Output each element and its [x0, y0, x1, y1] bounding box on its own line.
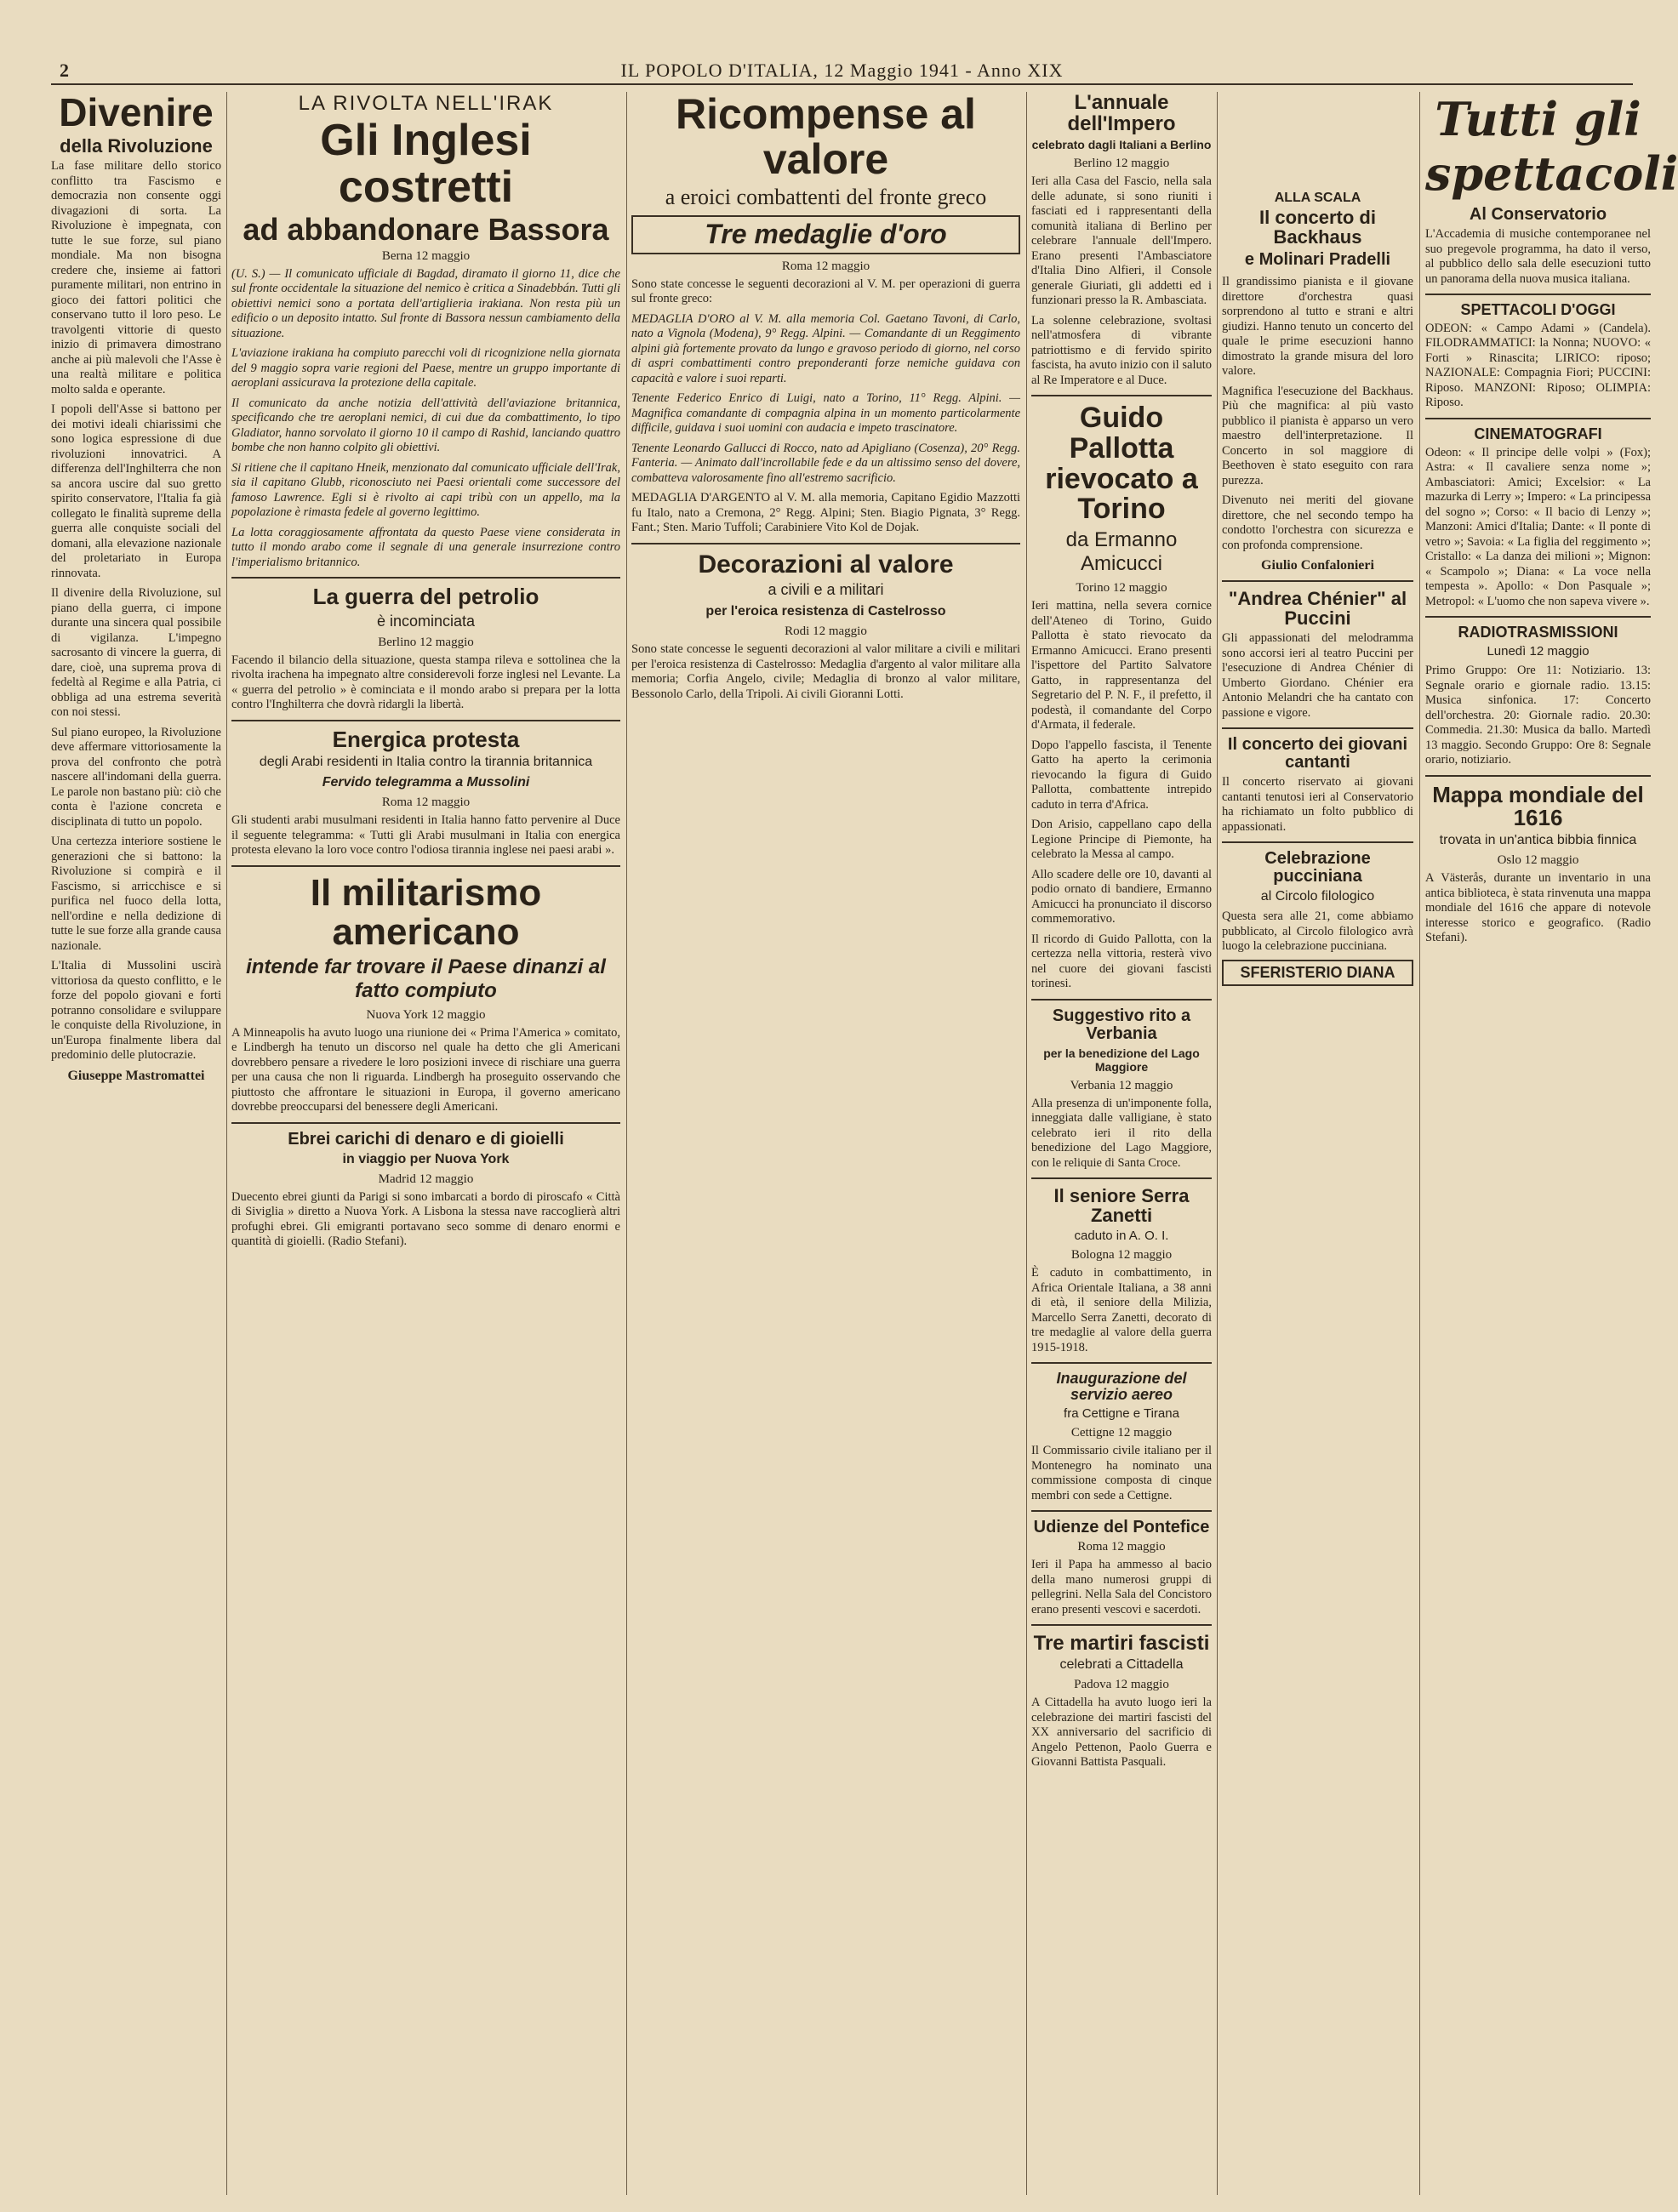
divider — [1031, 1510, 1212, 1512]
paragraph: Primo Gruppo: Ore 11: Notiziario. 13: Segnale orario e giornale radio. 13.15: Musica sinfonica. 17: Concerto dell'orchestra. 20: Giornale radio. 20.30: Commedia. 21.30: Musica da ballo. Martedì 13 maggio. Secondo Gruppo: Ore 8: Segnale orario, notiziario. — [1425, 664, 1651, 767]
column-rule — [1026, 92, 1027, 2195]
subarticle-title: Decorazioni al valore — [698, 550, 954, 579]
page-number: 2 — [60, 60, 69, 81]
article-annuale-impero — [1031, 92, 1212, 2195]
paragraph: Divenuto nei meriti del giovane direttore, che nel secondo tempo ha condotto l'orchestra con sicurezza e con profonda comprensione. — [1222, 493, 1413, 552]
paragraph: I popoli dell'Asse si battono per dei motivi ideali chiarissimi che sono logica espressione di due rivoluzioni innovatrici. A differenza dell'Inghilterra che non sa ancora uscire dal suo gretto spirito conservatore, l'Italia fa già collegato le finalità supreme della guerra alle conquiste sociali del domani, alla elevazione nazionale del proletariato in Europa rinnovata. — [51, 402, 221, 580]
dateline: Padova 12 maggio — [1074, 1678, 1169, 1692]
column-rule — [626, 92, 627, 2195]
paragraph: Tenente Leonardo Gallucci di Rocco, nato ad Apigliano (Cosenza), 20° Regg. Fanteria. — Animato dall'incrollabile fede e da un altissimo senso del dovere, combatteva valorosamente fino all'estremo sacrificio. — [631, 441, 1020, 485]
divider — [631, 543, 1020, 544]
paragraph: La fase militare dello storico conflitto tra Fascismo e democrazia non consente oggi divagazioni di sorta. La Rivoluzione è impegnata, con tutte le sue forze, sul piano mondiale. Ma non bisogna credere che, insieme ai fattori puramente militari, non entrino in gioco dei fattori politici che conservano tutto il loro peso. Le travolgenti vittorie di questo inizio di primavera dimostrano anche ai più malevoli che l'Asse è una realtà militare e politica molto salda e operante. — [51, 159, 221, 396]
subarticle-subtitle: celebrati a Cittadella — [1059, 1657, 1184, 1673]
paragraph: Sono state concesse le seguenti decorazioni al V. M. per operazioni di guerra sul fronte greco: — [631, 276, 1020, 306]
dateline: Roma 12 maggio — [781, 259, 870, 273]
ad-title: SFERISTERIO DIANA — [1240, 963, 1395, 981]
article-subtitle: a eroici combattenti del fronte greco — [665, 185, 987, 209]
paragraph: Il Commissario civile italiano per il Montenegro ha nominato una commissione composta di cinque membri con sede a Cettigne. — [1031, 1444, 1212, 1502]
paragraph: Una certezza interiore sostiene le generazioni che si battono: la Rivoluzione si compirà e il Fascismo, si arricchisce e si purifica nel fuoco della lotta, nell'ordine e nella dedizione di tutte le sue forze alla grande causa nazionale. — [51, 835, 221, 953]
paragraph: L'Italia di Mussolini uscirà vittoriosa da questo conflitto, e le forze del popolo giovani e forti potranno consolidare e sviluppare le conquiste della Rivoluzione, in un'Europa finalmente libera dal predominio delle plutocrazie. — [51, 959, 221, 1063]
column-rule — [226, 92, 227, 2195]
signature: Giulio Confalonieri — [1261, 558, 1374, 573]
subarticle-tag: Fervido telegramma a Mussolini — [322, 775, 530, 790]
subarticle-title: Celebrazione pucciniana — [1264, 849, 1371, 887]
subarticle-title: Guido Pallotta rievocato a Torino — [1045, 402, 1198, 526]
paragraph: Questa sera alle 21, come abbiamo pubblicato, al Circolo filologico avrà luogo la celebrazione pucciniana. — [1222, 909, 1413, 954]
article-title: L'annuale dell'Impero — [1067, 91, 1176, 136]
article-kicker: LA RIVOLTA NELL'IRAK — [298, 92, 554, 115]
subarticle-title: Al Conservatorio — [1469, 205, 1607, 224]
subarticle-title: Il concerto dei giovani cantanti — [1227, 735, 1408, 772]
subarticle-title: RADIOTRASMISSIONI — [1458, 624, 1618, 641]
subarticle-subtitle: in viaggio per Nuova York — [342, 1151, 510, 1166]
subarticle-title: Il seniore Serra Zanetti — [1053, 1185, 1190, 1227]
divider — [1031, 1624, 1212, 1626]
subarticle-title: Inaugurazione del servizio aereo — [1056, 1370, 1187, 1404]
dateline: Torino 12 maggio — [1076, 581, 1167, 596]
divider — [1425, 775, 1651, 777]
paragraph: Magnifica l'esecuzione del Backhaus. Più che magnifica: al più vasto pubblico il pianista è apparso un vero maestro dell'interpretazione. Il Concerto in sol maggiore di Beethoven è stato eseguito con rara purezza. — [1222, 384, 1413, 487]
dateline: Berna 12 maggio — [381, 248, 471, 263]
paragraph: Il ricordo di Guido Pallotta, con la certezza nella vittoria, resterà vivo nel cuore dei giovani fascisti torinesi. — [1031, 932, 1212, 991]
subarticle-subtitle: a civili e a militari — [768, 581, 884, 599]
article-title: Gli Inglesi costretti — [320, 116, 532, 212]
article-title: Ricompense al valore — [676, 90, 976, 183]
dateline: Bologna 12 maggio — [1070, 1248, 1173, 1263]
paragraph: Facendo il bilancio della situazione, questa stampa rileva e sottolinea che la rivolta irachena ha impegnato altre considerevoli forze inglesi nel Levante. La « guerra del petrolio » è cominciata e il mondo arabo si prepara per la lotta contro l'Inghilterra che dovrà ridargli la libertà. — [231, 653, 620, 712]
subarticle-subtitle: al Circolo filologico — [1260, 889, 1375, 904]
dateline: Roma 12 maggio — [1077, 1540, 1166, 1554]
dateline: Verbania 12 maggio — [1070, 1078, 1173, 1092]
paragraph: La lotta coraggiosamente affrontata da questo Paese viene considerata in tutto il mondo arabo come il segnale di una generale insurrezione contro l'imperialismo britannico. — [231, 525, 620, 569]
paragraph: Odeon: « Il principe delle volpi » (Fox); Astra: « Il cavaliere senza nome »; Ambasciatori: Amici; Excelsior: « La mazurka di Lerry »; Impero: « La principessa del sogno »; Corso: « Il bacio di Lenzy »; Manzoni: Amici d'Italia; Dante: « Il ponte di vetro »; Savoia: « La figlia del reggimento »; Cristallo: « La danza dei milioni »; Mignon: « Scampolo »; Diana: « La voce nella tempesta ». Apollo: « Don Pasquale »; Metropol: « L'uomo che non sapeva vivere ». — [1425, 445, 1651, 608]
paragraph: Ieri mattina, nella severa cornice dell'Ateneo di Torino, Guido Pallotta è stato rievocato da Ermanno Amicucci. Erano presenti l'ispettore del Partito Salvatore Gatto, in rappresentanza del Segretario del P. N. F., il prefetto, il podestà, il comandante del Corpo d'Armata, il federale. — [1031, 599, 1212, 733]
dateline: Roma 12 maggio — [381, 795, 471, 810]
column-rule — [1419, 92, 1420, 2195]
masthead: IL POPOLO D'ITALIA, 12 Maggio 1941 - Anno XIX — [620, 60, 1064, 81]
paragraph: Ieri il Papa ha ammesso al bacio della mano numerosi gruppi di pellegrini. Nella Sala del Concistoro erano presenti vescovi e sacerdoti. — [1031, 1558, 1212, 1616]
article-subtitle: della Rivoluzione — [60, 135, 213, 157]
article-subtitle: celebrato dagli Italiani a Berlino — [1031, 138, 1212, 152]
dateline: Nuova York 12 maggio — [366, 1007, 486, 1022]
subarticle-title: Mappa mondiale del 1616 — [1432, 781, 1644, 830]
subarticle-subtitle: trovata in un'antica bibbia finnica — [1439, 833, 1637, 848]
divider — [1031, 999, 1212, 1001]
subarticle-title: Suggestivo rito a Verbania — [1052, 1006, 1191, 1043]
divider — [1222, 727, 1413, 729]
subarticle-title: "Andrea Chénier" al Puccini — [1228, 588, 1407, 630]
divider — [1222, 841, 1413, 843]
paragraph: Dopo l'appello fascista, il Tenente Gatto ha aperto la cerimonia rievocando la figura di Guido Pallotta, combattente intrepido caduto in terra d'Africa. — [1031, 738, 1212, 812]
section-label: ALLA SCALA — [1274, 191, 1361, 205]
divider — [231, 720, 620, 721]
paragraph: Gli appassionati del melodramma sono accorsi ieri al teatro Puccini per l'esecuzione di Andrea Chénier di Umberto Giordano. Chénier era Antonio Melandri che ha cantato con passione e vigore. — [1222, 631, 1413, 720]
article-title: Divenire — [59, 90, 214, 134]
paragraph: Don Arisio, cappellano capo della Legione Principe di Piemonte, ha celebrato la Messa al campo. — [1031, 818, 1212, 862]
article-spettacoli — [1425, 92, 1678, 2195]
paragraph: Il grandissimo pianista e il giovane direttore d'orchestra quasi sorprendono al tutto e strani e altri giudizi. Hanno tenuto un concerto del quale le prime esecuzioni hanno dimostrato la grande misura del loro valore. — [1222, 275, 1413, 379]
ad-box — [1222, 960, 1413, 986]
subarticle-title: La guerra del petrolio — [312, 584, 539, 610]
paragraph: (U. S.) — Il comunicato ufficiale di Bagdad, diramato il giorno 11, dice che sul fronte occidentale la situazione del nemico è critica a Sinadebbán. Tutti gli obiettivi nemici sono a portata dell'artiglieria irakiana. Non resta più un edificio o un deposito intatto. Sul fronte di Bassora nessun cambiamento della situazione. — [231, 266, 620, 340]
divider — [1031, 1362, 1212, 1364]
divider — [1425, 294, 1651, 295]
subarticle-title: Udienze del Pontefice — [1033, 1518, 1210, 1537]
divider — [1425, 616, 1651, 618]
divider — [231, 865, 620, 867]
dateline: Berlino 12 maggio — [1073, 157, 1170, 171]
article-scala — [1222, 92, 1413, 2195]
paragraph: Sono state concesse le seguenti decorazioni al valor militare a civili e militari per l'eroica resistenza di Castelrosso: Medaglia d'argento al valor militare alla memoria; Corfia Angelo, civile; Medaglia di bronzo al valor militare, Bessonolo Carlo, della Tripoli. Ai civili Gioranni Lotti. — [631, 642, 1020, 701]
article-subtitle: e Molinari Pradelli — [1244, 250, 1391, 270]
paragraph: Si ritiene che il capitano Hneik, menzionato dal comunicato ufficiale dell'Irak, sia il capitano Glubb, riconosciuto nei Paesi orientali come successore del famoso Lawrence. Egli si è rivolto ai capi tribù con un appello, ma la popolazione è rimasta fedele al governo legittimo. — [231, 460, 620, 520]
paragraph: Ieri alla Casa del Fascio, nella sala delle adunate, si sono riuniti i fasciati ed i rappresentanti della comunità italiana di Berlino per celebrare l'annuale dell'Impero. Erano presenti l'Ambasciatore d'Italia Dino Alfieri, il Console generale Giuriati, gli addetti ed i funzionari presso la R. Ambasciata. — [1031, 174, 1212, 308]
header-spacer — [1222, 92, 1413, 185]
dateline: Rodi 12 maggio — [785, 624, 867, 639]
divider — [1425, 418, 1651, 419]
subarticle-subtitle: da Ermanno Amicucci — [1065, 528, 1178, 576]
paragraph: Alla presenza di un'imponente folla, inneggiata dalle valligiane, è stato celebrato ieri il rito della benedizione del Lago Maggiore, con le reliquie di Santa Croce. — [1031, 1096, 1212, 1170]
subarticle-title: Il militarismo americano — [310, 871, 542, 953]
section-title: Tutti gli spettacoli — [1425, 92, 1678, 201]
paragraph: A Minneapolis ha avuto luogo una riunione dei « Prima l'America » comitato, e Lindbergh ha tenuto un discorso nel quale ha detto che gli Americani dovrebbero pensare a rivedere le loro posizioni invece di rischiare una guerra per una causa che non li riguarda. Lindbergh ha proseguito osservando che piuttosto che affrontare le situazioni in Europa, il governo americano dovrebbe preoccuparsi del benessere degli Americani. — [231, 1025, 620, 1115]
subarticle-title: Ebrei carichi di denaro e di gioielli — [288, 1129, 564, 1149]
subarticle-subtitle: intende far trovare il Paese dinanzi al fatto compiuto — [246, 955, 606, 1002]
divider — [1222, 580, 1413, 582]
subarticle-tag: per l'eroica resistenza di Castelrosso — [705, 604, 946, 619]
dateline: Madrid 12 maggio — [378, 1172, 474, 1186]
signature: Giuseppe Mastromattei — [67, 1068, 205, 1083]
paragraph: Il divenire della Rivoluzione, sul piano della guerra, ci impone durante una sincera qual possibile di vigilanza. L'impegno sacrosanto di vincere la guerra, di dare, cioè, una suprema prova di fedeltà al Regime e alla Patria, ci obbliga ad una estrema severità con noi stessi. — [51, 586, 221, 720]
subarticle-subtitle: degli Arabi residenti in Italia contro la tirannia britannica — [259, 755, 593, 770]
article-ricompense — [631, 92, 1020, 2195]
dateline: Berlino 12 maggio — [378, 635, 474, 649]
paragraph: A Västerås, durante un inventario in una antica biblioteca, è stata rinvenuta una mappa mondiale del 1616 che appare di notevole interesse storico e geografico. (Radio Stefani). — [1425, 871, 1651, 945]
paragraph: Il comunicato da anche notizia dell'attività dell'aviazione britannica, specificando che tre aeroplani nemici, di cui due da combattimento, lo tipo Gladiator, hanno sorvolato il giorno 10 il campo di Rashid, lanciando quattro bombe che non hanno colpito gli obiettivi. — [231, 396, 620, 455]
subarticle-subtitle: Lunedì 12 maggio — [1487, 644, 1590, 659]
subarticle-subtitle: fra Cettigne e Tirana — [1064, 1406, 1179, 1422]
subarticle-title: Energica protesta — [332, 726, 520, 752]
divider — [231, 577, 620, 579]
page-header — [51, 60, 1633, 85]
divider — [1031, 1177, 1212, 1179]
subarticle-title: CINEMATOGRAFI — [1474, 425, 1602, 442]
article-divenire — [51, 92, 221, 2195]
subarticle-subtitle: per la benedizione del Lago Maggiore — [1043, 1046, 1200, 1074]
banner-title: Tre medaglie d'oro — [705, 219, 947, 249]
paragraph: Allo scadere delle ore 10, davanti al podio ornato di bandiere, Ermanno Amicucci ha pronunciato il discorso commemorativo. — [1031, 867, 1212, 926]
paragraph: La solenne celebrazione, svoltasi nell'atmosfera di vibrante patriottismo e di fervido spirito fascista, ha avuto inizio con il saluto al Re Imperatore e al Duce. — [1031, 313, 1212, 387]
dateline: Oslo 12 maggio — [1497, 853, 1579, 868]
paragraph: Sul piano europeo, la Rivoluzione deve affermare vittoriosamente la prova del confronto che potrà nascere all'indomani della guerra. Le parole non bastano più: ciò che conta è l'azione concreta e disciplinata di tutto un popolo. — [51, 725, 221, 829]
article-irak — [231, 92, 620, 2195]
paragraph: ODEON: « Campo Adami » (Candela). FILODRAMMATICI: la Nonna; NUOVO: « Forti » Rinascita; LIRICO: riposo; NAZIONALE: Compagnia Fiori; PUCCINI: Riposo. MANZONI: Riposo; OLIMPIA: Riposo. — [1425, 321, 1651, 410]
paragraph: L'Accademia di musiche contemporanee nel suo pregevole programma, ha dato il verso, al pubblico dello sala delle esecuzioni tutto un panorama della nuova musica italiana. — [1425, 227, 1651, 286]
subarticle-title: Tre martiri fascisti — [1033, 1632, 1210, 1656]
column-rule — [1217, 92, 1218, 2195]
paragraph: Il concerto riservato ai giovani cantanti tenutosi ieri al Conservatorio ha richiamato un folto pubblico di appassionati. — [1222, 775, 1413, 834]
banner-box — [631, 215, 1020, 254]
paragraph: Duecento ebrei giunti da Parigi si sono imbarcati a bordo di piroscafo « Città di Siviglia » diretto a Nuova York. A Lisbona la stessa nave raccoglierà altri profughi ebrei. Gli emigranti portavano seco somme di denaro enormi e quantità di gioielli. (Radio Stefani). — [231, 1189, 620, 1249]
dateline: Cettigne 12 maggio — [1070, 1426, 1173, 1440]
divider — [1031, 395, 1212, 396]
paragraph: Tenente Federico Enrico di Luigi, nato a Torino, 11° Regg. Alpini. — Magnifica comandante di compagnia alpina in un momento particolarmente difficile, guidava i suoi uomini con audacia e impeto trascinatore. — [631, 391, 1020, 436]
subarticle-subtitle: è incominciata — [376, 612, 476, 630]
paragraph: Gli studenti arabi musulmani residenti in Italia hanno fatto pervenire al Duce il seguente telegramma: « Tutti gli Arabi musulmani in Italia con energica protesta elevano la loro voce contro l'odiosa tirannia inglese nei paesi arabi ». — [231, 813, 620, 858]
paragraph: L'aviazione irakiana ha compiuto parecchi voli di ricognizione nella giornata del 9 maggio sopra varie regioni del Paese, mentre un gruppo importante di aeroplani assicurava la protezione della capitale. — [231, 346, 620, 391]
paragraph: MEDAGLIA D'ARGENTO al V. M. alla memoria, Capitano Egidio Mazzotti fu Italo, nato a Cremona, 2° Regg. Alpini; Sten. Biagio Pignata, 3° Regg. Fant.; Sten. Mario Tuffoli; Carabiniere Vito Kol de Dojak. — [631, 491, 1020, 535]
article-subtitle: ad abbandonare Bassora — [243, 212, 609, 248]
subarticle-subtitle: caduto in A. O. I. — [1074, 1229, 1169, 1244]
paragraph: MEDAGLIA D'ORO al V. M. alla memoria Col. Gaetano Tavoni, di Carlo, nato a Vignola (Modena), 9° Regg. Alpini. — Comandante di un Reggimento alpini già fortemente provato da lungo e gravoso periodo di giorno, nel corso di aspri combattimenti contro preponderanti forze nemiche guidava con capacità e valore i suoi reparti. — [631, 311, 1020, 385]
paragraph: È caduto in combattimento, in Africa Orientale Italiana, a 38 anni di età, il seniore della Milizia, Marcello Serra Zanetti, decorato di tre medaglie al valore della guerra 1915-1918. — [1031, 1266, 1212, 1354]
article-title: Il concerto di Backhaus — [1259, 207, 1376, 248]
subarticle-title: SPETTACOLI D'OGGI — [1460, 301, 1616, 318]
paragraph: A Cittadella ha avuto luogo ieri la celebrazione dei martiri fascisti del XX anniversario del sacrificio di Angelo Pettenon, Paolo Guerra e Giovanni Battista Pasquali. — [1031, 1696, 1212, 1770]
divider — [231, 1122, 620, 1124]
